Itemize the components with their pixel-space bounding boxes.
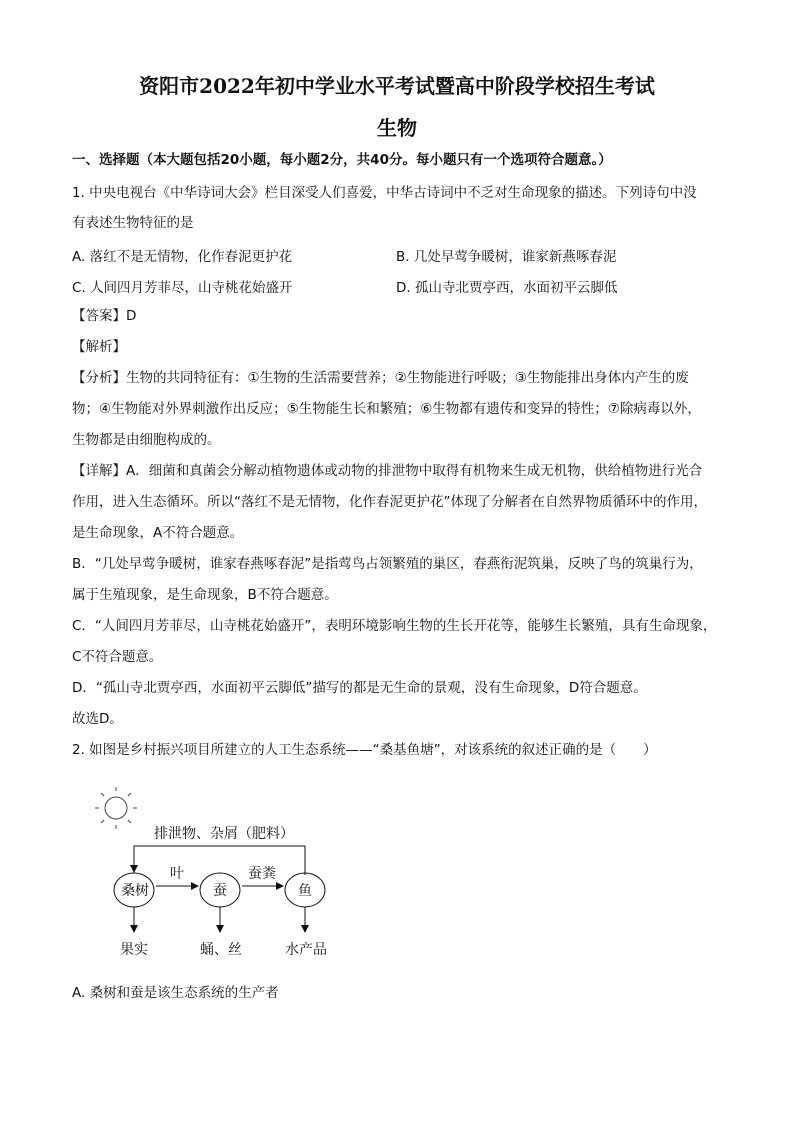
sun-icon <box>95 787 137 829</box>
feedback-arrow <box>134 846 305 875</box>
q1-option-b: B. 几处早莺争暖树，谁家新燕啄春泥 <box>396 249 617 265</box>
output-aquatic: 水产品 <box>285 942 327 958</box>
q1-answer: 【答案】D <box>72 308 137 324</box>
q1-conclusion: 故选D。 <box>72 711 123 727</box>
exam-title: 资阳市2022年初中学业水平考试暨高中阶段学校招生考试 <box>139 74 655 98</box>
fish-label: 鱼 <box>298 883 312 899</box>
edge-leaf-label: 叶 <box>170 866 184 882</box>
output-silk: 蛹、丝 <box>200 942 242 958</box>
q1-analysis-tag: 【解析】 <box>72 339 126 355</box>
q1-fenxi-line-2: 物；④生物能对外界刺激作出反应；⑤生物能生长和繁殖；⑥生物都有遗传和变异的特性；⑦除病毒以外， <box>72 401 701 417</box>
q2-stem: 2. 如图是乡村振兴项目所建立的人工生态系统——“桑基鱼塘”，对该系统的叙述正确的是（ ） <box>72 742 657 758</box>
ecosystem-diagram <box>88 760 388 975</box>
q1-b-line-2: 属于生殖现象，是生命现象，B不符合题意。 <box>72 587 338 603</box>
q1-option-d: D. 孤山寺北贾亭西，水面初平云脚低 <box>396 280 618 296</box>
output-fruit: 果实 <box>120 942 148 958</box>
q1-d-line-1: D．“孤山寺北贾亭西，水面初平云脚低”描写的都是无生命的景观，没有生命现象，D符合题意。 <box>72 680 647 696</box>
q1-option-c: C. 人间四月芳菲尽，山寺桃花始盛开 <box>72 280 293 296</box>
silkworm-label: 蚕 <box>213 883 227 899</box>
q1-xiangjie-line-1: 【详解】A．细菌和真菌会分解动植物遗体或动物的排泄物中取得有机物来生成无机物，供给植物进行光合 <box>72 463 703 479</box>
mulberry-label: 桑树 <box>121 883 149 899</box>
q1-xiangjie-line-3: 是生命现象，A不符合题意。 <box>72 525 244 541</box>
q1-fenxi-line-3: 生物都是由细胞构成的。 <box>72 432 221 448</box>
q1-stem-line-1: 1. 中央电视台《中华诗词大会》栏目深受人们喜爱，中华古诗词中不乏对生命现象的描述。下列诗句中没 <box>72 185 697 201</box>
q1-fenxi-line-1: 【分析】生物的共同特征有：①生物的生活需要营养；②生物能进行呼吸；③生物能排出身体内产生的废 <box>72 370 689 386</box>
subject-title: 生物 <box>377 116 417 140</box>
edge-feces-label: 蚕粪 <box>248 866 276 882</box>
q1-c-line-1: C．“人间四月芳菲尽，山寺桃花始盛开”，表明环境影响生物的生长开花等，能够生长繁殖，具有生命现象， <box>72 618 717 634</box>
q1-xiangjie-line-2: 作用，进入生态循环。所以“落红不是无情物，化作春泥更护花”体现了分解者在自然界物质循环中的作用， <box>72 494 707 510</box>
q2-option-a: A. 桑树和蚕是该生态系统的生产者 <box>72 985 279 1001</box>
section-heading: 一、选择题（本大题包括20小题，每小题2分，共40分。每小题只有一个选项符合题意。） <box>72 152 612 168</box>
feedback-label: 排泄物、杂屑（肥料） <box>154 826 294 842</box>
q1-c-line-2: C不符合题意。 <box>72 649 163 665</box>
q1-option-a: A. 落红不是无情物，化作春泥更护花 <box>72 249 293 265</box>
q1-b-line-1: B．“几处早莺争暖树，谁家春燕啄春泥”是指莺鸟占领繁殖的巢区，春燕衔泥筑巢，反映了鸟的筑巢行为， <box>72 556 703 572</box>
q1-stem-line-2: 有表述生物特征的是 <box>72 215 194 231</box>
